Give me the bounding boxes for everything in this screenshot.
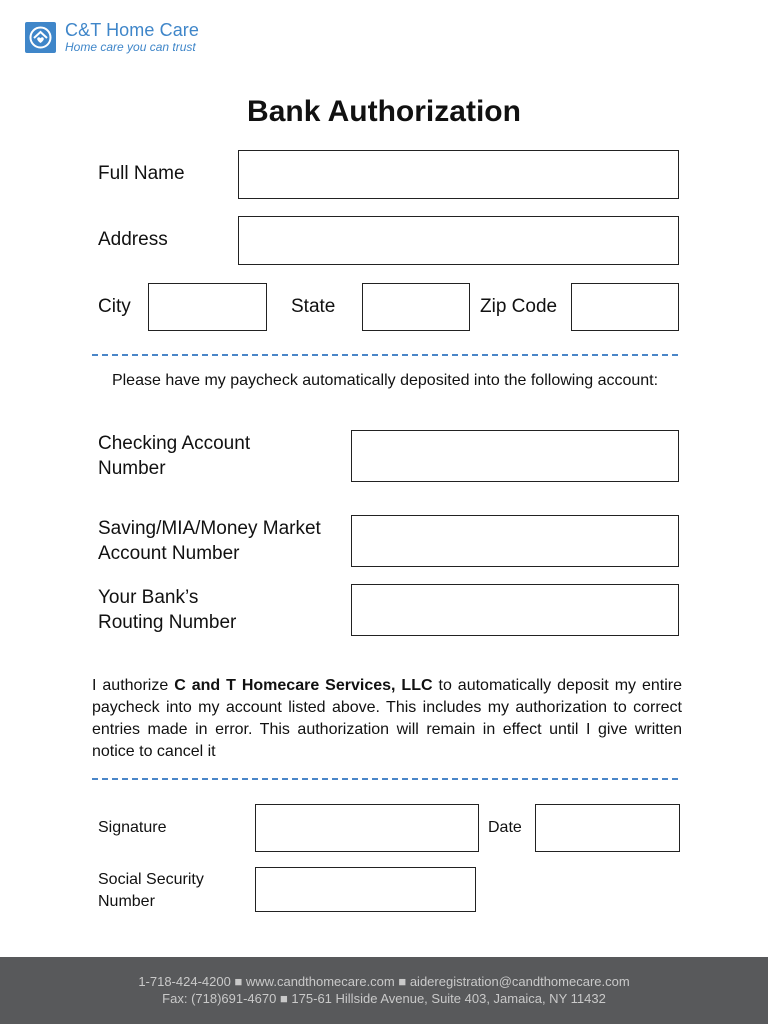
brand-tagline: Home care you can trust: [65, 40, 196, 54]
footer: [0, 957, 768, 1024]
section-divider: [92, 778, 678, 780]
saving-account-field[interactable]: [351, 515, 679, 567]
house-heart-logo-icon: [25, 22, 56, 53]
ssn-label: Social Security Number: [98, 871, 204, 910]
footer-address-line: Fax: (718)691-4670 ■ 175-61 Hillside Avenue, Suite 403, Jamaica, NY 11432: [162, 991, 606, 1006]
date-field[interactable]: [535, 804, 680, 852]
state-field[interactable]: [362, 283, 470, 331]
page-title: Bank Authorization: [247, 95, 521, 128]
brand-name: C&T Home Care: [65, 20, 200, 40]
zip-code-field[interactable]: [571, 283, 679, 331]
ssn-field[interactable]: [255, 867, 476, 912]
address-label: Address: [98, 229, 168, 250]
address-field[interactable]: [238, 216, 679, 265]
signature-field[interactable]: [255, 804, 479, 852]
city-label: City: [98, 296, 131, 317]
routing-number-label: Your Bank’s Routing Number: [98, 587, 237, 633]
footer-contact-line: 1-718-424-4200 ■ www.candthomecare.com ■ aideregistration@candthomecare.com: [138, 974, 630, 989]
zip-code-label: Zip Code: [480, 296, 558, 317]
company-logo: [25, 22, 56, 53]
routing-number-field[interactable]: [351, 584, 679, 636]
full-name-field[interactable]: [238, 150, 679, 199]
section-divider: [92, 354, 678, 356]
full-name-label: Full Name: [98, 163, 185, 184]
saving-account-label: Saving/MIA/Money Market Account Number: [98, 518, 321, 564]
checking-account-field[interactable]: [351, 430, 679, 482]
state-label: State: [291, 296, 336, 317]
company-name: C and T Homecare Services, LLC: [174, 677, 433, 694]
authorization-text: I authorize C and T Homecare Services, LLC to automatically deposit my entire paycheck into my account listed above. This includes my authorization to correct entries made in error. This authorization will remain in effect until I give written notice to cancel it: [92, 677, 682, 760]
city-field[interactable]: [148, 283, 267, 331]
date-label: Date: [488, 819, 522, 836]
signature-label: Signature: [98, 819, 167, 836]
checking-account-label: Checking Account Number: [98, 433, 251, 479]
deposit-instruction: Please have my paycheck automatically deposited into the following account:: [111, 372, 659, 389]
